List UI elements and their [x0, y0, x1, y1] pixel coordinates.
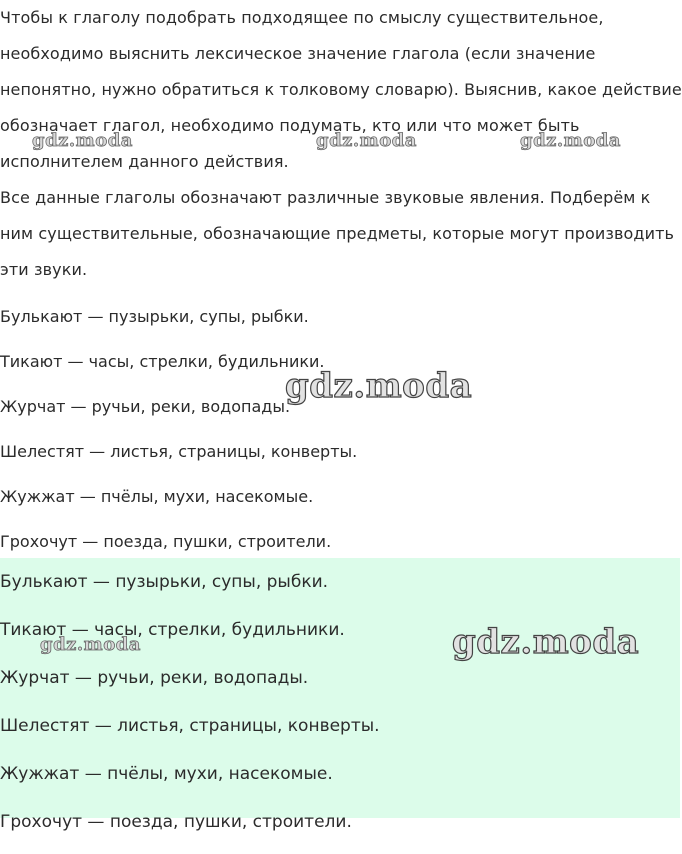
answer-item: Булькают — пузырьки, супы, рыбки. — [0, 572, 329, 592]
explanation-line: необходимо выяснить лексическое значение глагола (если значение — [0, 44, 596, 63]
explanation-line: Чтобы к глаголу подобрать подходящее по смыслу существительное, — [0, 8, 604, 27]
explanation-line: ним существительные, обозначающие предметы, которые могут производить — [0, 224, 675, 243]
answer-box — [0, 558, 680, 832]
answer-item: Грохочут — поезда, пушки, строители. — [0, 812, 352, 832]
watermark: gdz.moda — [32, 130, 133, 151]
list-item: Грохочут — поезда, пушки, строители. — [0, 532, 332, 551]
watermark: gdz.moda — [316, 130, 417, 151]
list-item: Жужжат — пчёлы, мухи, насекомые. — [0, 487, 314, 506]
watermark: gdz.moda — [285, 366, 473, 406]
explanation-line: Все данные глаголы обозначают различные звуковые явления. Подберём к — [0, 188, 651, 207]
answer-item: Журчат — ручьи, реки, водопады. — [0, 668, 309, 688]
answer-item: Жужжат — пчёлы, мухи, насекомые. — [0, 764, 333, 784]
explanation-line: эти звуки. — [0, 260, 88, 279]
watermark: gdz.moda — [452, 622, 640, 662]
answer-item: Тикают — часы, стрелки, будильники. — [0, 620, 345, 640]
verb-noun-list — [0, 294, 680, 564]
explanation-line: исполнителем данного действия. — [0, 152, 289, 171]
explanation-line: непонятно, нужно обратиться к толковому словарю). Выяснив, какое действие — [0, 80, 682, 99]
list-item: Булькают — пузырьки, супы, рыбки. — [0, 307, 309, 326]
watermark: gdz.moda — [520, 130, 621, 151]
watermark: gdz.moda — [40, 634, 141, 655]
list-item: Журчат — ручьи, реки, водопады. — [0, 397, 291, 416]
answer-item: Шелестят — листья, страницы, конверты. — [0, 716, 380, 736]
list-item: Тикают — часы, стрелки, будильники. — [0, 352, 325, 371]
list-item: Шелестят — листья, страницы, конверты. — [0, 442, 358, 461]
explanation-line: обозначает глагол, необходимо подумать, кто или что может быть — [0, 116, 580, 135]
